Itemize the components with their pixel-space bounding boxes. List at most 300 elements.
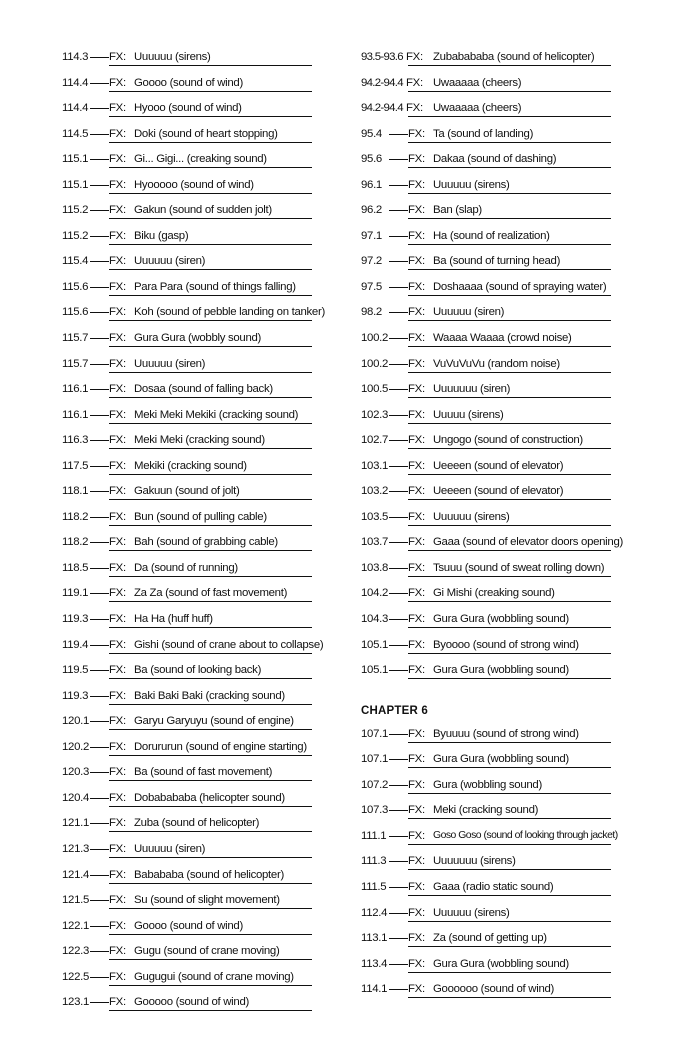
fx-label: FX: — [406, 102, 423, 115]
leader-line — [90, 568, 109, 569]
fx-label: FX: — [408, 778, 425, 791]
fx-entry — [62, 915, 312, 941]
fx-entry — [62, 761, 312, 787]
fx-label: FX: — [109, 306, 126, 319]
leader-line — [90, 491, 109, 492]
leader-line — [90, 440, 109, 441]
entry-underline — [109, 780, 312, 781]
leader-line — [389, 287, 408, 288]
leader-line — [90, 747, 109, 748]
fx-label: FX: — [109, 229, 126, 242]
entry-underline — [408, 742, 611, 743]
fx-entry — [62, 250, 312, 276]
page-panel-number: 102.3 — [361, 408, 389, 421]
fx-label: FX: — [109, 408, 126, 421]
fx-label: FX: — [408, 957, 425, 970]
page-panel-number: 121.5 — [62, 894, 90, 907]
fx-entry — [361, 353, 611, 379]
entry-underline — [408, 576, 611, 577]
page-panel-number: 107.1 — [361, 727, 389, 740]
fx-entry — [361, 557, 611, 583]
leader-line — [90, 849, 109, 850]
fx-entry — [361, 72, 611, 98]
leader-line — [90, 159, 109, 160]
fx-label: FX: — [109, 76, 126, 89]
leader-line — [389, 593, 408, 594]
page-panel-number: 118.5 — [62, 561, 89, 574]
fx-description: Gura Gura (wobbly sound) — [134, 332, 262, 345]
leader-line — [90, 875, 109, 876]
fx-label: FX: — [109, 894, 126, 907]
page-panel-number: 118.1 — [62, 485, 89, 498]
fx-entry — [361, 378, 611, 404]
fx-entry — [62, 634, 324, 660]
leader-line — [90, 977, 109, 978]
fx-entry — [62, 174, 312, 200]
fx-entry — [361, 825, 618, 851]
fx-label: FX: — [109, 613, 126, 626]
fx-entry — [361, 902, 611, 928]
page-panel-number: 105.1 — [361, 664, 389, 677]
fx-description: Hyooooo (sound of wind) — [134, 178, 254, 191]
fx-description: Uuuuuu (siren) — [134, 357, 206, 370]
fx-entry — [62, 685, 312, 711]
fx-label: FX: — [408, 357, 425, 370]
fx-list-bottom — [361, 723, 618, 1004]
page-panel-number: 96.2 — [361, 204, 382, 217]
fx-column-right — [361, 46, 623, 1004]
entry-underline — [109, 985, 312, 986]
fx-description: Uwaaaaa (cheers) — [433, 76, 522, 89]
fx-entry — [62, 378, 312, 404]
fx-entry — [361, 46, 611, 72]
fx-entry — [361, 799, 611, 825]
leader-line — [90, 696, 109, 697]
fx-entry — [62, 736, 312, 762]
fx-label: FX: — [408, 880, 425, 893]
fx-description: Meki Meki Mekiki (cracking sound) — [134, 408, 299, 421]
fx-entry — [62, 787, 312, 813]
entry-underline — [109, 423, 312, 424]
leader-line — [389, 491, 408, 492]
fx-entry — [62, 889, 312, 915]
entry-underline — [109, 499, 312, 500]
fx-entry — [62, 608, 312, 634]
fx-label: FX: — [109, 664, 126, 677]
leader-line — [90, 415, 109, 416]
entry-underline — [408, 218, 611, 219]
fx-entry — [361, 97, 611, 123]
entry-underline — [408, 346, 611, 347]
entry-underline — [408, 116, 611, 117]
entry-underline — [109, 959, 312, 960]
leader-line — [389, 517, 408, 518]
fx-description: Biku (gasp) — [134, 229, 189, 242]
entry-underline — [109, 397, 312, 398]
fx-entry — [361, 634, 611, 660]
fx-entry — [361, 199, 611, 225]
leader-line — [389, 913, 408, 914]
fx-entry — [361, 174, 611, 200]
fx-label: FX: — [109, 51, 126, 63]
page-panel-number: 112.4 — [361, 906, 388, 919]
fx-label: FX: — [408, 510, 425, 523]
entry-underline — [408, 946, 611, 947]
leader-line — [90, 185, 109, 186]
page-panel-number: 111.5 — [361, 880, 387, 893]
entry-underline — [109, 269, 312, 270]
leader-line — [389, 210, 408, 211]
entry-underline — [408, 972, 611, 973]
fx-description: Gura Gura (wobbling sound) — [433, 753, 569, 766]
leader-line — [389, 466, 408, 467]
fx-description: Doshaaaa (sound of spraying water) — [433, 280, 607, 293]
fx-description: Ba (sound of turning head) — [433, 255, 561, 268]
fx-description: Ungogo (sound of construction) — [433, 434, 583, 447]
fx-description: Hyooo (sound of wind) — [134, 102, 242, 115]
leader-line — [90, 134, 109, 135]
leader-line — [90, 236, 109, 237]
leader-line — [389, 338, 408, 339]
fx-description: Ba (sound of looking back) — [134, 664, 262, 677]
fx-entry — [62, 97, 312, 123]
fx-entry — [62, 199, 312, 225]
page-panel-number: 107.1 — [361, 753, 389, 766]
page-panel-number: 115.2 — [62, 229, 89, 242]
fx-entry — [62, 557, 312, 583]
fx-label: FX: — [406, 76, 423, 89]
entry-underline — [408, 320, 611, 321]
leader-line — [389, 542, 408, 543]
entry-underline — [408, 627, 611, 628]
fx-description: Za Za (sound of fast movement) — [134, 587, 288, 600]
leader-line — [389, 159, 408, 160]
fx-entry — [62, 710, 312, 736]
fx-entry — [361, 250, 611, 276]
fx-entry — [62, 46, 312, 72]
fx-entry — [62, 148, 312, 174]
entry-underline — [408, 525, 611, 526]
fx-entry — [361, 978, 611, 1004]
fx-description: Uuuuuu (sirens) — [433, 906, 510, 919]
entry-underline — [408, 818, 611, 819]
page-panel-number: 114.1 — [361, 983, 388, 996]
page-panel-number: 97.5 — [361, 280, 382, 293]
chapter-heading-text: CHAPTER 6 — [361, 704, 428, 717]
fx-label: FX: — [109, 280, 126, 293]
fx-label: FX: — [408, 587, 425, 600]
fx-description: Gi... Gigi... (creaking sound) — [134, 153, 267, 166]
fx-label: FX: — [109, 383, 126, 396]
leader-line — [90, 108, 109, 109]
leader-line — [90, 261, 109, 262]
page-panel-number: 95.6 — [361, 153, 382, 166]
fx-entry — [361, 927, 611, 953]
fx-entry — [361, 123, 611, 149]
fx-entry — [361, 723, 611, 749]
fx-label: FX: — [109, 868, 126, 881]
page-panel-number: 114.4 — [62, 102, 89, 115]
page-panel-number: 97.2 — [361, 255, 382, 268]
page-panel-number: 100.2 — [361, 357, 389, 370]
entry-underline — [109, 678, 312, 679]
fx-entry — [62, 812, 312, 838]
leader-line — [90, 670, 109, 671]
entry-underline — [109, 142, 312, 143]
fx-description: Gugugui (sound of crane moving) — [134, 970, 294, 983]
page-panel-number: 116.1 — [62, 383, 89, 396]
entry-underline — [408, 678, 611, 679]
fx-label: FX: — [109, 102, 126, 115]
fx-label: FX: — [408, 829, 425, 842]
entry-underline — [408, 601, 611, 602]
fx-entry — [62, 455, 312, 481]
fx-label: FX: — [408, 332, 425, 345]
entry-underline — [109, 627, 312, 628]
fx-description: Zuba (sound of helicopter) — [134, 817, 260, 830]
page-panel-number: 93.5-93.6 — [361, 51, 403, 63]
entry-underline — [109, 653, 312, 654]
page-panel-number: 114.4 — [62, 76, 89, 89]
fx-label: FX: — [408, 383, 425, 396]
leader-line — [90, 542, 109, 543]
page-panel-number: 103.8 — [361, 561, 389, 574]
page-panel-number: 94.2-94.4 — [361, 102, 403, 115]
fx-description: Uuuuuu (sirens) — [433, 510, 510, 523]
fx-entry — [62, 353, 312, 379]
entry-underline — [408, 474, 611, 475]
fx-description: Da (sound of running) — [134, 561, 238, 574]
fx-label: FX: — [408, 153, 425, 166]
fx-description: Byuuuu (sound of strong wind) — [433, 727, 579, 740]
fx-label: FX: — [408, 932, 425, 945]
fx-description: Za (sound of getting up) — [433, 932, 547, 945]
entry-underline — [408, 921, 611, 922]
entry-underline — [408, 869, 611, 870]
fx-entry — [361, 429, 611, 455]
fx-description: Mekiki (cracking sound) — [134, 459, 247, 472]
leader-line — [90, 823, 109, 824]
fx-description: Bah (sound of grabbing cable) — [134, 536, 278, 549]
entry-underline — [408, 372, 611, 373]
leader-line — [90, 645, 109, 646]
fx-entry — [361, 404, 611, 430]
fx-label: FX: — [408, 408, 425, 421]
page-panel-number: 100.2 — [361, 332, 389, 345]
fx-label: FX: — [408, 459, 425, 472]
entry-underline — [408, 793, 611, 794]
fx-description: Gooooo (sound of wind) — [134, 996, 249, 1009]
leader-line — [389, 887, 408, 888]
fx-description: Garyu Garyuyu (sound of engine) — [134, 715, 294, 728]
page-panel-number: 113.4 — [361, 957, 388, 970]
fx-label: FX: — [109, 459, 126, 472]
fx-description: Uuuuuu (sirens) — [433, 178, 510, 191]
entry-underline — [408, 244, 611, 245]
fx-description: VuVuVuVu (random noise) — [433, 357, 560, 370]
leader-line — [90, 210, 109, 211]
fx-description: Uuuuuu (siren) — [433, 306, 505, 319]
fx-list-top — [361, 46, 623, 685]
fx-description: Meki (cracking sound) — [433, 804, 539, 817]
fx-description: Gura Gura (wobbling sound) — [433, 613, 569, 626]
page-panel-number: 115.1 — [62, 178, 89, 191]
fx-description: Uuuuuuu (sirens) — [433, 855, 516, 868]
fx-description: Ueeeen (sound of elevator) — [433, 459, 564, 472]
fx-label: FX: — [408, 306, 425, 319]
fx-label: FX: — [408, 613, 425, 626]
entry-underline — [408, 499, 611, 500]
fx-label: FX: — [408, 983, 425, 996]
entry-underline — [408, 423, 611, 424]
leader-line — [389, 810, 408, 811]
fx-description: Ba (sound of fast movement) — [134, 766, 273, 779]
fx-entry — [62, 480, 312, 506]
fx-label: FX: — [109, 127, 126, 140]
leader-line — [90, 1002, 109, 1003]
fx-label: FX: — [109, 587, 126, 600]
leader-line — [90, 798, 109, 799]
page-panel-number: 100.5 — [361, 383, 389, 396]
fx-description: Ha Ha (huff huff) — [134, 613, 213, 626]
fx-label: FX: — [408, 906, 425, 919]
leader-line — [389, 861, 408, 862]
leader-line — [389, 415, 408, 416]
page-panel-number: 114.5 — [62, 127, 89, 140]
entry-underline — [109, 448, 312, 449]
fx-description: Gura (wobbling sound) — [433, 778, 542, 791]
entry-underline — [109, 167, 312, 168]
fx-label: FX: — [408, 561, 425, 574]
fx-description: Koh (sound of pebble landing on tanker) — [134, 306, 325, 319]
page-panel-number: 114.3 — [62, 51, 89, 63]
fx-description: Gakun (sound of sudden jolt) — [134, 204, 272, 217]
fx-entry — [361, 659, 611, 685]
page-panel-number: 119.4 — [62, 638, 89, 651]
fx-description: Dosaa (sound of falling back) — [134, 383, 273, 396]
entry-underline — [408, 269, 611, 270]
page-panel-number: 104.3 — [361, 613, 389, 626]
entry-underline — [408, 65, 611, 66]
fx-entry — [361, 148, 611, 174]
fx-label: FX: — [109, 740, 126, 753]
leader-line — [389, 236, 408, 237]
page-panel-number: 107.2 — [361, 778, 389, 791]
fx-label: FX: — [109, 485, 126, 498]
leader-line — [90, 926, 109, 927]
fx-label: FX: — [408, 664, 425, 677]
fx-entry — [62, 327, 312, 353]
fx-column-left — [62, 46, 325, 1017]
leader-line — [389, 938, 408, 939]
page-panel-number: 121.1 — [62, 817, 90, 830]
fx-description: Gishi (sound of crane about to collapse) — [134, 638, 324, 651]
entry-underline — [408, 142, 611, 143]
fx-entry — [62, 72, 312, 98]
leader-line — [90, 772, 109, 773]
entry-underline — [408, 193, 611, 194]
entry-underline — [408, 91, 611, 92]
fx-description: Su (sound of slight movement) — [134, 894, 280, 907]
entry-underline — [109, 704, 312, 705]
page-panel-number: 120.3 — [62, 766, 90, 779]
page-panel-number: 105.1 — [361, 638, 389, 651]
fx-description: Dakaa (sound of dashing) — [433, 153, 557, 166]
fx-entry — [62, 582, 312, 608]
page-panel-number: 103.5 — [361, 510, 389, 523]
page-panel-number: 121.3 — [62, 842, 90, 855]
entry-underline — [109, 1010, 312, 1011]
fx-description: Ta (sound of landing) — [433, 127, 534, 140]
page-panel-number: 103.2 — [361, 485, 389, 498]
fx-description: Para Para (sound of things falling) — [134, 280, 296, 293]
page-panel-number: 103.1 — [361, 459, 389, 472]
entry-underline — [109, 883, 312, 884]
fx-description: Tsuuu (sound of sweat rolling down) — [433, 561, 605, 574]
page-panel-number: 104.2 — [361, 587, 389, 600]
leader-line — [389, 134, 408, 135]
page-panel-number: 115.1 — [62, 153, 89, 166]
fx-entry — [361, 225, 611, 251]
page-panel-number: 122.1 — [62, 919, 90, 932]
page-panel-number: 111.1 — [361, 829, 387, 842]
fx-description: Gaaa (sound of elevator doors opening) — [433, 536, 623, 549]
page-panel-number: 113.1 — [361, 932, 388, 945]
entry-underline — [109, 908, 312, 909]
fx-description: Babababa (sound of helicopter) — [134, 868, 284, 881]
leader-line — [90, 57, 109, 58]
page-panel-number: 115.4 — [62, 255, 89, 268]
fx-entry — [62, 404, 312, 430]
leader-line — [90, 389, 109, 390]
entry-underline — [408, 397, 611, 398]
fx-label: FX: — [408, 434, 425, 447]
fx-description: Doki (sound of heart stopping) — [134, 127, 278, 140]
fx-entry — [361, 327, 611, 353]
fx-description: Bun (sound of pulling cable) — [134, 510, 267, 523]
leader-line — [389, 645, 408, 646]
entry-underline — [109, 601, 312, 602]
fx-label: FX: — [109, 153, 126, 166]
entry-underline — [109, 755, 312, 756]
entry-underline — [109, 91, 312, 92]
fx-description: Uuuuuu (sirens) — [134, 51, 211, 63]
fx-label: FX: — [109, 945, 126, 958]
fx-label: FX: — [408, 727, 425, 740]
fx-description: Goso Goso (sound of looking through jacket) — [433, 829, 618, 841]
fx-label: FX: — [109, 536, 126, 549]
fx-label: FX: — [109, 178, 126, 191]
fx-label: FX: — [109, 561, 126, 574]
page-panel-number: 122.3 — [62, 945, 90, 958]
entry-underline — [109, 372, 312, 373]
leader-line — [90, 338, 109, 339]
fx-description: Ban (slap) — [433, 204, 482, 217]
fx-entry — [62, 506, 312, 532]
leader-line — [389, 364, 408, 365]
page-panel-number: 119.3 — [62, 613, 89, 626]
leader-line — [90, 900, 109, 901]
fx-description: Ueeeen (sound of elevator) — [433, 485, 564, 498]
fx-description: Gi Mishi (creaking sound) — [433, 587, 555, 600]
fx-entry — [361, 748, 611, 774]
fx-label: FX: — [408, 127, 425, 140]
page-panel-number: 121.4 — [62, 868, 90, 881]
entry-underline — [408, 844, 611, 845]
leader-line — [389, 759, 408, 760]
entry-underline — [408, 550, 611, 551]
entry-underline — [109, 729, 312, 730]
